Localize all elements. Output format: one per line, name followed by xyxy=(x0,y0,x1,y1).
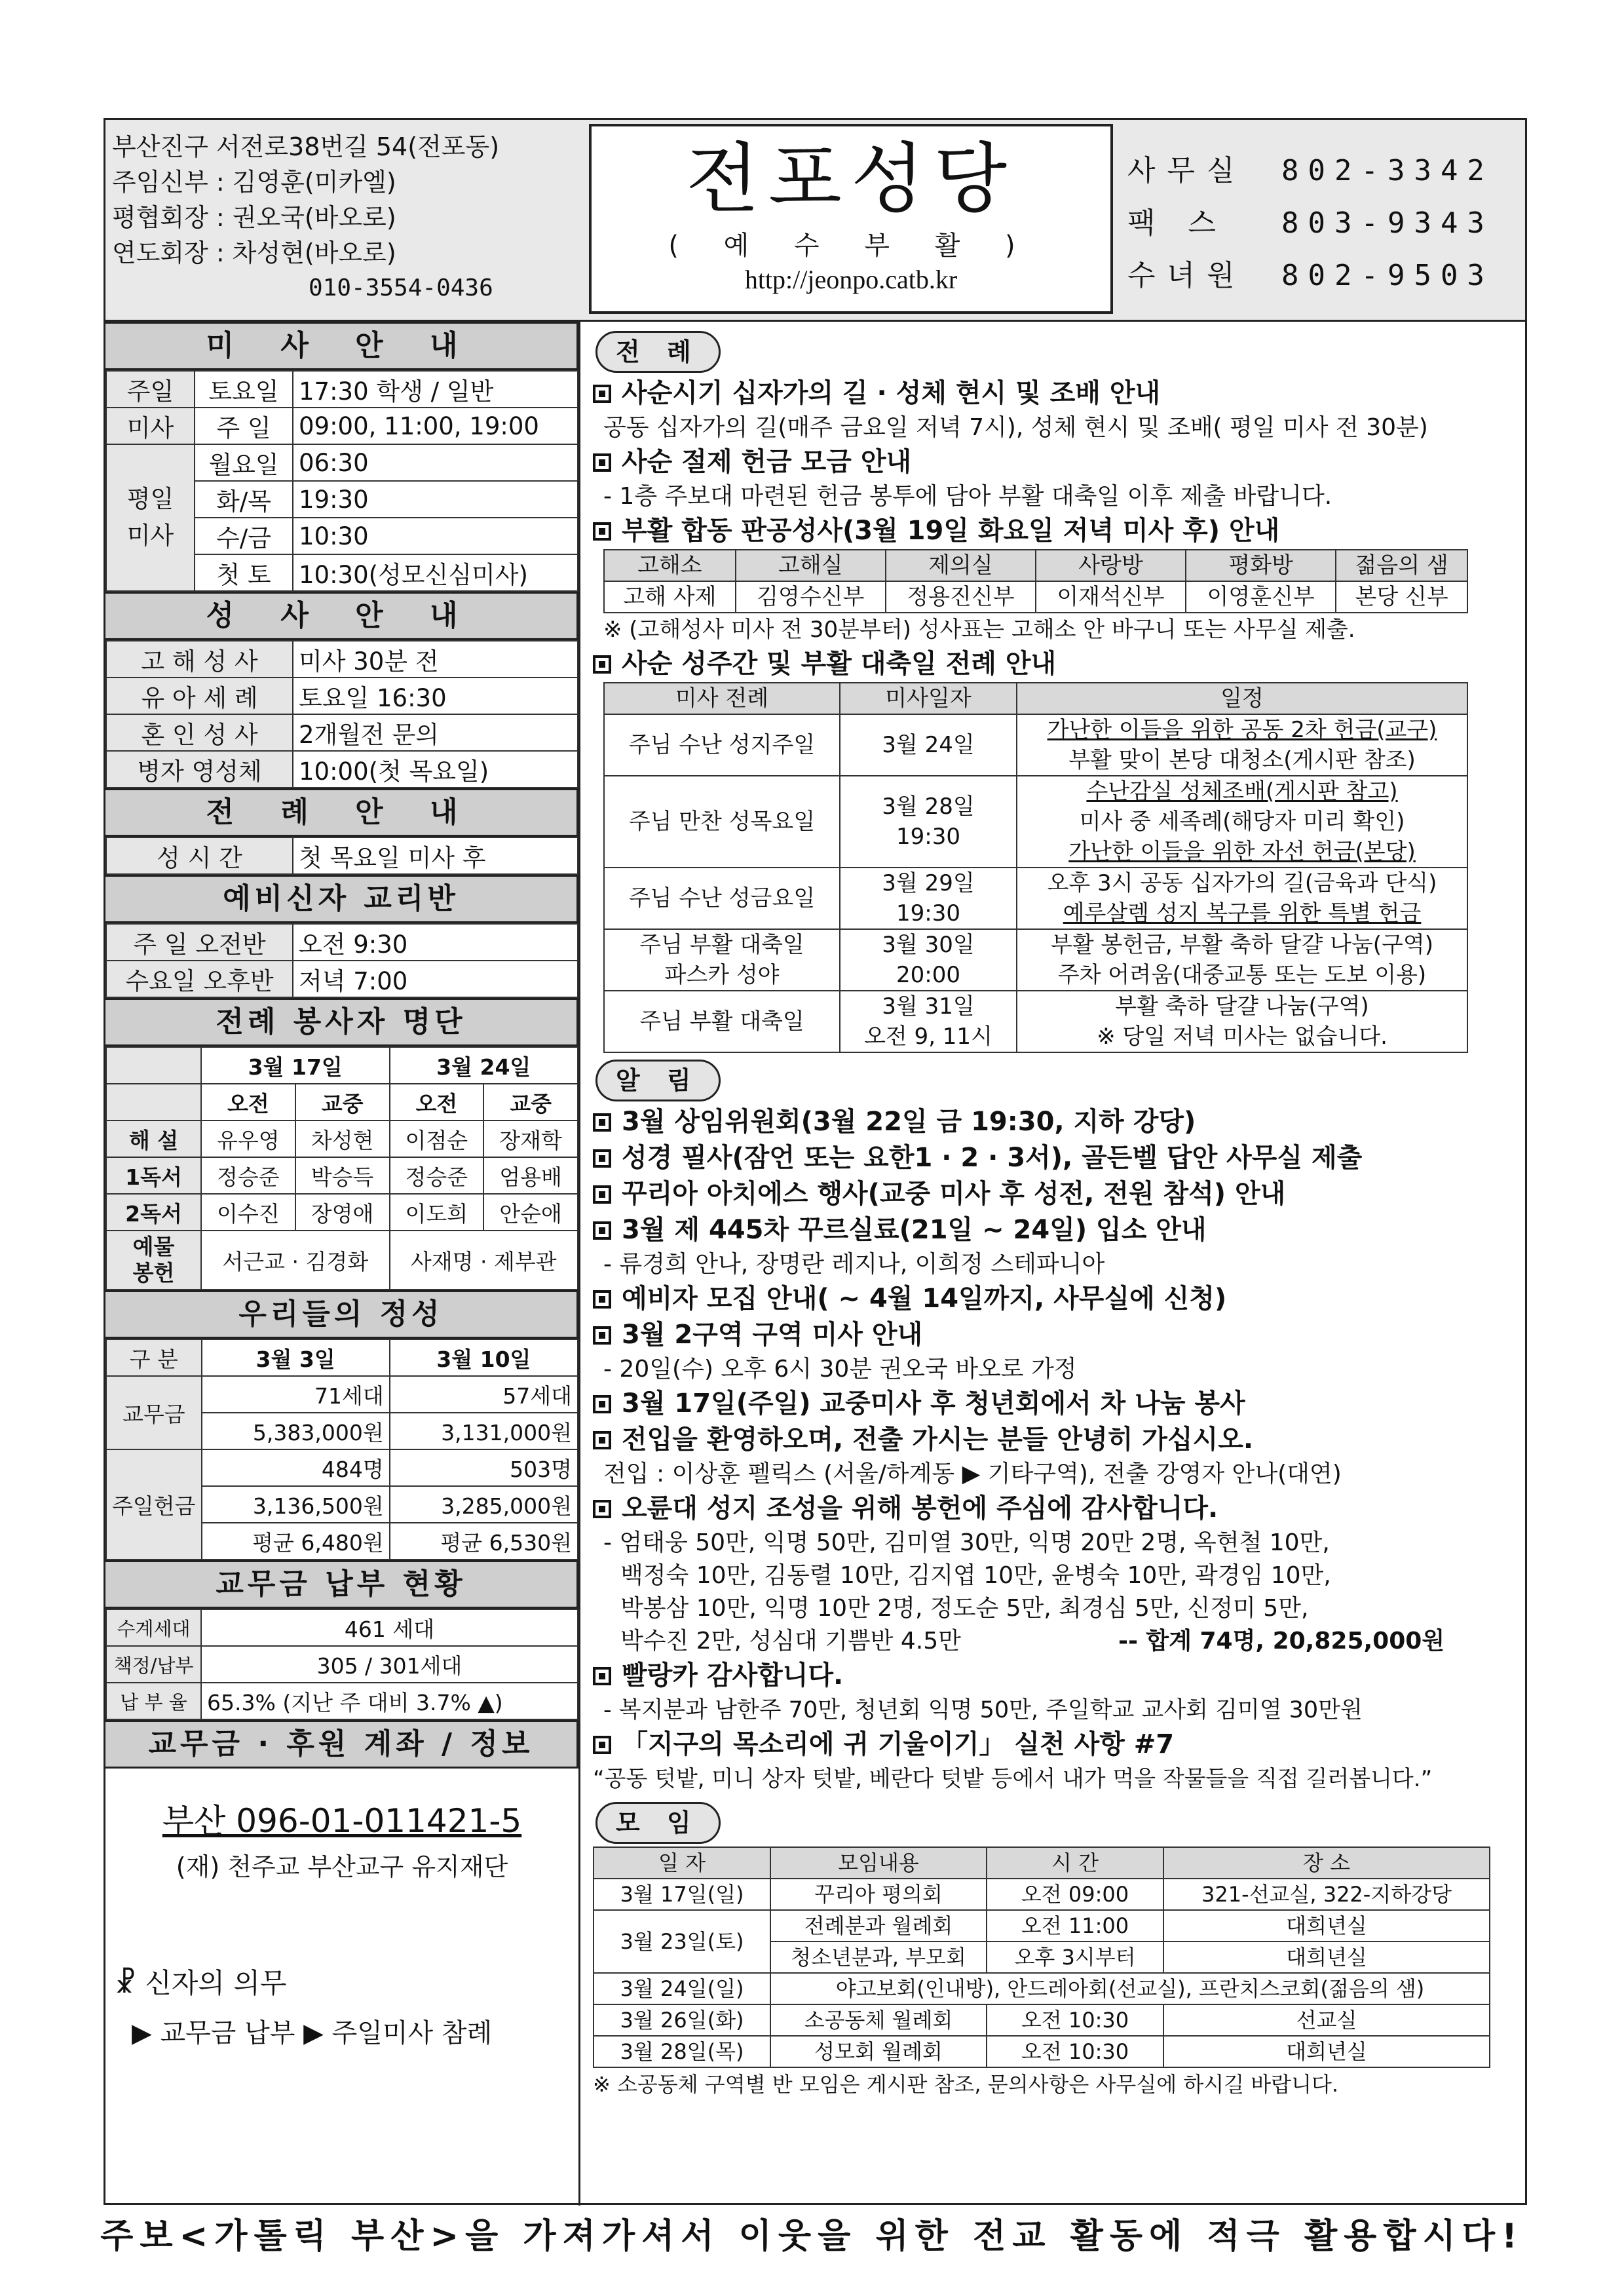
holy-week-heading: 사순 성주간 및 부활 대축일 전례 안내 xyxy=(584,646,1524,682)
servers-title: 전례 봉사자 명단 xyxy=(105,998,578,1046)
notice-item: 3월 상임위원회(3월 22일 금 19:30, 지하 강당) xyxy=(584,1104,1524,1140)
bullet-square-icon xyxy=(593,655,611,674)
meeting-tag: 모 임 xyxy=(595,1802,721,1844)
bullet-square-icon xyxy=(593,453,611,472)
contact-convent: 수녀원 802-9503 xyxy=(1127,259,1494,292)
account-owner: (재) 천주교 부산교구 유지재단 xyxy=(176,1852,508,1881)
rosary-president: 연도회장 : 차성현(바오로) xyxy=(112,239,396,267)
catechumen-title: 예비신자 교리반 xyxy=(105,875,578,923)
bulletin-frame xyxy=(104,118,1527,2205)
liturgy-tag: 전 례 xyxy=(595,331,721,373)
liturgy-item-2: 사순 절제 헌금 모금 안내 xyxy=(584,444,1524,480)
parish-title: 전포성당 xyxy=(685,135,1017,223)
sunday-label: 주일 xyxy=(106,371,195,408)
bullet-square-icon xyxy=(593,1395,611,1413)
duty-box xyxy=(105,1886,578,2058)
bullet-square-icon xyxy=(593,1185,611,1204)
confession-table: 고해소 고해실 제의실 사랑방 평화방 젊음의 샘 고해 사제 김영수신부 정용진신부 이재석신부 이영훈신부 본당 신부 xyxy=(603,549,1468,613)
bullet-square-icon xyxy=(593,1221,611,1240)
bullet-square-icon xyxy=(593,522,611,541)
bullet-square-icon xyxy=(593,1113,611,1132)
title-box xyxy=(589,124,1113,314)
confession-note: ※ (고해성사 미사 전 30분부터) 성사표는 고해소 안 바구니 또는 사무실 제출. xyxy=(603,617,1355,643)
notice-item: 빨랑카 감사합니다. xyxy=(584,1658,1524,1694)
left-column xyxy=(105,322,580,2206)
rosary-phone: 010-3554-0436 xyxy=(309,275,493,301)
notice-item: 3월 17일(주일) 교중미사 후 청년회에서 차 나눔 봉사 xyxy=(584,1386,1524,1422)
liturgy-info-title: 전 례 안 내 xyxy=(105,788,578,837)
meeting-note: ※ 소공동체 구역별 반 모임은 게시판 참조, 문의사항은 사무실에 하시길 바랍니다. xyxy=(593,2072,1339,2097)
contact-fax: 팩 스 803-9343 xyxy=(1127,206,1494,240)
bullet-square-icon xyxy=(593,385,611,403)
bullet-square-icon xyxy=(593,1500,611,1518)
parish-info xyxy=(112,129,584,306)
duty-items: ▶ 교무금 납부 ▶ 주일미사 참례 xyxy=(132,2018,493,2048)
notice-item: 성경 필사(잠언 또는 요한1 · 2 · 3서), 골든벨 답안 사무실 제출 xyxy=(584,1140,1524,1176)
liturgy-info-table: 성 시 간 첫 목요일 미사 후 xyxy=(105,837,578,875)
contacts xyxy=(1127,145,1520,302)
bulletin-header xyxy=(105,120,1525,322)
sacrament-title: 성 사 안 내 xyxy=(105,592,578,640)
sacrament-table: 고 해 성 사 미사 30분 전 유 아 세 례 토요일 16:30 혼 인 성 사 2개월전 문의 병자 영성체 10:00(첫 목요일) xyxy=(105,640,578,788)
liturgy-item-3: 부활 합동 판공성사(3월 19일 화요일 저녁 미사 후) 안내 xyxy=(584,513,1524,549)
notice-tag: 알 림 xyxy=(595,1060,721,1101)
mass-table: 주일 토요일 17:30 학생 / 일반 미사 주 일 09:00, 11:00, 19:00 평일 미사 월요일 06:30 화/목 19:30 수/금 10:30 첫 토 10:30(성모신심미사) xyxy=(105,370,578,592)
bullet-square-icon xyxy=(593,1431,611,1449)
contact-office: 사무실 802-3342 xyxy=(1127,154,1494,187)
offering-table: 구 분 3월 3일 3월 10일 교무금 71세대 57세대 5,383,000원 3,131,000원 주일헌금 484명 503명 3,136,500원 3,285,000원 평균 6,480원 평균 6,530원 xyxy=(105,1339,578,1560)
notice-item: 「지구의 목소리에 귀 기울이기」 실천 사항 #7 xyxy=(584,1727,1524,1763)
parish-url[interactable]: http://jeonpo.catb.kr xyxy=(744,265,958,294)
notice-item: 3월 2구역 구역 미사 안내 xyxy=(584,1317,1524,1353)
account-title: 교무금 · 후원 계좌 / 정보 xyxy=(105,1720,578,1769)
bullet-square-icon xyxy=(593,1290,611,1309)
notice-item: 3월 제 445차 꾸르실료(21일 ~ 24일) 입소 안내 xyxy=(584,1212,1524,1248)
catechumen-table: 주 일 오전반 오전 9:30 수요일 오후반 저녁 7:00 xyxy=(105,923,578,998)
account-number: 부산 096-01-011421-5 xyxy=(162,1802,522,1840)
mass-title: 미 사 안 내 xyxy=(105,322,578,370)
duty-title: ☧ 신자의 의무 xyxy=(115,1967,287,1999)
bullet-square-icon xyxy=(593,1149,611,1168)
council-president: 평협회장 : 권오국(바오로) xyxy=(112,203,396,232)
notice-item: 예비자 모집 안내( ~ 4월 14일까지, 사무실에 신청) xyxy=(584,1281,1524,1317)
right-column: 전 례 사순시기 십자가의 길 · 성체 현시 및 조배 안내 공동 십자가의 길(매주 금요일 저녁 7시), 성체 현시 및 조배( 평일 미사 전 30분) 사순 절제 헌금 모금 안내 - 1층 주보대 마련된 헌금 봉투에 담아 부활 대축일 이후 제출 바랍니다. 부활 합동 판공성사(3월 19일 화요일 저녁 미사 후) 안내 고해소 고해실 제의실 사랑방 평화방 젊음의 샘 고해 사제 김영수신부 정용진신부 이재석신부 이영훈신부 본당 신부 ※ (고해성사 미사 전 30분부터) 성사표는 고해소 안 바구니 또는 사무실 제출. 사순 성주간 및 부활 대축일 전례 안내 미사 전례 미사일자 일정 주님 수난 성지주일 3월 24일 가난한 이들을 위한 공동 2차 헌금(교구) 부활 맞이 본당 대청소(게시판 참조) 주님 만찬 성목요일 3월 28일 19:30 수난감실 성체조배(게시판 참고) 미사 중 세족례(해당자 미리 확인) 가난한 이들을 위한 자선 헌금(본당) 주님 수난 성금요일 3월 29일 19:30 오후 3시 공동 십자가의 길(금육과 단식) 예루살렘 성지 복구를 위한 특별 헌금 주님 부활 대축일 파스카 성야 3월 30일 20:00 부활 봉헌금, 부활 축하 달걀 나눔(구역) 주차 어려움(대중교통 또는 도보 이용) 주님 부활 대축일 3월 31일 오전 9, 11시 부활 축하 달걀 나눔(구역) ※ 당일 저녁 미사는 없습니다. 알 림 3월 상임위원회(3월 22일 금 19:30, 지하 강당) 성경 필사(잠언 또는 요한1 · 2 · 3서), 골든벨 답안 사무실 제출 꾸리아 아치에스 행사(교중 미사 후 성전, 전원 참석) 안내 3월 제 445차 꾸르실료(21일 ~ 24일) 입소 안내 - 류경희 안나, 장명란 레지나, 이희정 스테파니아 예비자 모집 안내( ~ 4월 14일까지, 사무실에 신청) 3월 2구역 구역 미사 안내 - 20일(수) 오후 6시 30분 권오국 바오로 가정 3월 17일(주일) 교중미사 후 청년회에서 차 나눔 봉사 전입을 환영하오며, 전출 가시는 분들 안녕히 가십시오. 전입 : 이상훈 펠릭스 (서울/하계동 ▶ 기타구역), 전출 강영자 안나(대연) 오륜대 성지 조성을 위해 봉헌에 주심에 감사합니다. - 엄태웅 50만, 익명 50만, 김미열 30만, 익명 20만 2명, 옥현철 10만, 백정숙 10만, 김동렬 10만, 김지엽 10만, 윤병숙 10만, 곽경임 10만, 박봉삼 10만, 익명 10만 2명, 정도순 5만, 최경심 5만, 신정미 5만, 박수진 2만, 성심대 기쁨반 4.5만 -- 합계 74명, 20,825,000원 빨랑카 감사합니다. - 복지분과 남한주 70만, 청년회 익명 50만, 주일학교 교사회 김미열 30만원 「지구의 목소리에 귀 기울이기」 실천 사항 #7 “공동 텃밭, 미니 상자 텃밭, 베란다 텃밭 등에서 내가 먹을 작물들을 직접 길러봅니다.” 모 임 일 자 모임내용 시 간 장 소 3월 17일(일) 꾸리아 평의회 오전 09:00 321-선교실, 322-지하강당 3월 23일(토) 전례분과 월례회 오전 11:00 대희년실 청소년분과, 부모회 오후 3시부터 대희년실 3월 24일(일) 야고보회(인내방), 안드레아회(선교실), 프란치스코회(젊음의 샘) 3월 26일(화) 소공동체 월례회 오전 10:30 선교실 3월 28일(목) 성모회 월례회 오전 10:30 대희년실 ※ 소공동체 구역별 반 모임은 게시판 참조, 문의사항은 사무실에 하시길 바랍니다. xyxy=(584,324,1524,2101)
offering-title: 우리들의 정성 xyxy=(105,1290,578,1339)
footer-slogan: 주보<가톨릭 부산>을 가져가셔서 이웃을 위한 전교 활동에 적극 활용합시다! xyxy=(100,2217,1524,2256)
servers-table: 3월 17일 3월 24일 오전 교중 오전 교중 해 설 유우영 차성현 이점순 장재학 1독서 정승준 박승득 정승준 엄용배 2독서 이수진 장영애 이도희 안순애 예물봉헌 서근교 · 김경화 사재명 · 제부관 xyxy=(105,1046,578,1290)
bullet-square-icon xyxy=(593,1736,611,1754)
dues-table: 수계세대 461 세대 책정/납부 305 / 301세대 납 부 율 65.3% (지난 주 대비 3.7% ▲) xyxy=(105,1609,578,1720)
notice-item: 오륜대 성지 조성을 위해 봉헌에 주심에 감사합니다. xyxy=(584,1491,1524,1527)
notice-item: 전입을 환영하오며, 전출 가시는 분들 안녕히 가십시오. xyxy=(584,1422,1524,1458)
holy-week-table: 미사 전례 미사일자 일정 주님 수난 성지주일 3월 24일 가난한 이들을 위한 공동 2차 헌금(교구) 부활 맞이 본당 대청소(게시판 참조) 주님 만찬 성목요일 3월 28일 19:30 수난감실 성체조배(게시판 참고) 미사 중 세족례(해당자 미리 확인) 가난한 이들을 위한 자선 헌금(본당) 주님 수난 성금요일 3월 29일 19:30 오후 3시 공동 십자가의 길(금육과 단식) 예루살렘 성지 복구를 위한 특별 헌금 주님 부활 대축일 파스카 성야 3월 30일 20:00 부활 봉헌금, 부활 축하 달걀 나눔(구역) 주차 어려움(대중교통 또는 도보 이용) 주님 부활 대축일 3월 31일 오전 9, 11시 부활 축하 달걀 나눔(구역) ※ 당일 저녁 미사는 없습니다. xyxy=(603,682,1468,1053)
dues-title: 교무금 납부 현황 xyxy=(105,1560,578,1609)
liturgy-item-1: 사순시기 십자가의 길 · 성체 현시 및 조배 안내 xyxy=(584,375,1524,411)
parish-subtitle: ( 예 수 부 활 ) xyxy=(668,231,1034,261)
weekday-label: 평일 미사 xyxy=(106,444,195,591)
priest: 주임신부 : 김영훈(미카엘) xyxy=(112,168,396,197)
meeting-table: 일 자 모임내용 시 간 장 소 3월 17일(일) 꾸리아 평의회 오전 09:00 321-선교실, 322-지하강당 3월 23일(토) 전례분과 월례회 오전 11:00 대희년실 청소년분과, 부모회 오후 3시부터 대희년실 3월 24일(일) 야고보회(인내방), 안드레아회(선교실), 프란치스코회(젊음의 샘) 3월 26일(화) 소공동체 월례회 오전 10:30 선교실 3월 28일(목) 성모회 월례회 오전 10:30 대희년실 xyxy=(593,1846,1490,2068)
notice-item: 꾸리아 아치에스 행사(교중 미사 후 성전, 전원 참석) 안내 xyxy=(584,1176,1524,1212)
account-box xyxy=(105,1769,578,1886)
bullet-square-icon xyxy=(593,1667,611,1685)
address: 부산진구 서전로38번길 54(전포동) xyxy=(112,132,500,161)
bullet-square-icon xyxy=(593,1326,611,1345)
